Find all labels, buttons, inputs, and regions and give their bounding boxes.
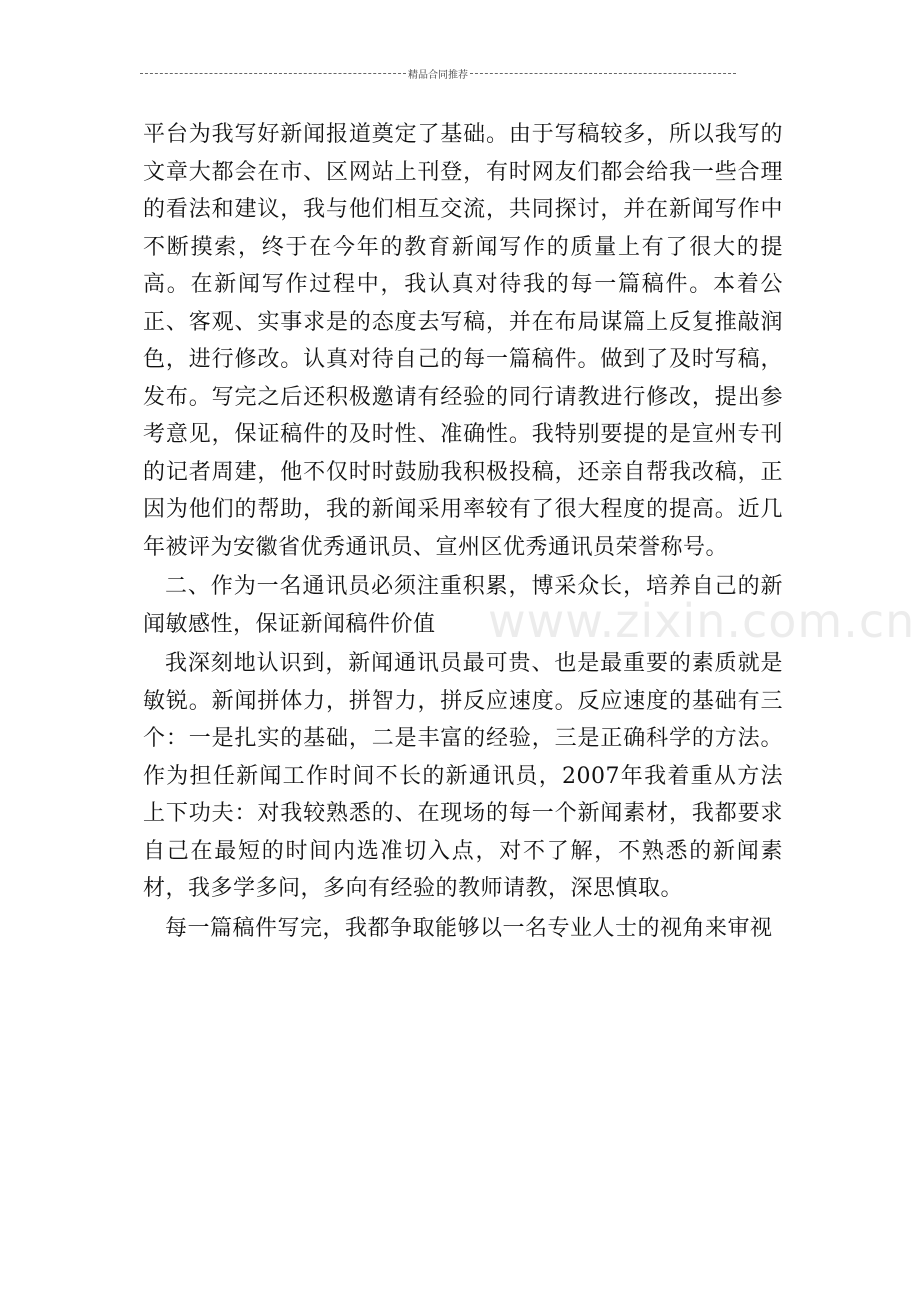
watermark: www.zixin.com.cn [488,594,916,648]
document-body [143,116,783,947]
header-left-rule [140,73,406,74]
paragraph-sensitivity: 我深刻地认识到，新闻通讯员最可贵、也是最重要的素质就是敏锐。新闻拼体力，拼智力，拼反应速度。反应速度的基础有三个：一是扎实的基础，二是丰富的经验，三是正确科学的方法。作为担任新闻工作时间不长的新通讯员，2007年我着重从方法上下功夫：对我较熟悉的、在现场的每一个新闻素材，我都要求自己在最短的时间内选准切入点，对不了解，不熟悉的新闻素材，我多学多问，多向有经验的教师请教，深思慎取。 [143,651,783,901]
page-header [140,66,736,81]
paragraph-continuation: 平台为我写好新闻报道奠定了基础。由于写稿较多，所以我写的文章大都会在市、区网站上刊登，有时网友们都会给我一些合理的看法和建议，我与他们相互交流，共同探讨，并在新闻写作中不断摸索，终于在今年的教育新闻写作的质量上有了很大的提高。在新闻写作过程中，我认真对待我的每一篇稿件。本着公正、客观、实事求是的态度去写稿，并在布局谋篇上反复推敲润色，进行修改。认真对待自己的每一篇稿件。做到了及时写稿，发布。写完之后还积极邀请有经验的同行请教进行修改，提出参考意见，保证稿件的及时性、准确性。我特别要提的是宣州专刊的记者周建，他不仅时时鼓励我积极投稿，还亲自帮我改稿，正因为他们的帮助，我的新闻采用率较有了很大程度的提高。近几年被评为安徽省优秀通讯员、宣州区优秀通讯员荣誉称号。 [143,122,783,560]
header-label: 精品合同推荐 [408,70,468,81]
paragraph-review: 每一篇稿件写完，我都争取能够以一名专业人士的视角来审视 [165,915,773,941]
section-heading: 二、作为一名通讯员必须注重积累，博采众长，培养自己的新闻敏感性，保证新闻稿件价值 [143,574,783,637]
header-right-rule [470,73,736,74]
